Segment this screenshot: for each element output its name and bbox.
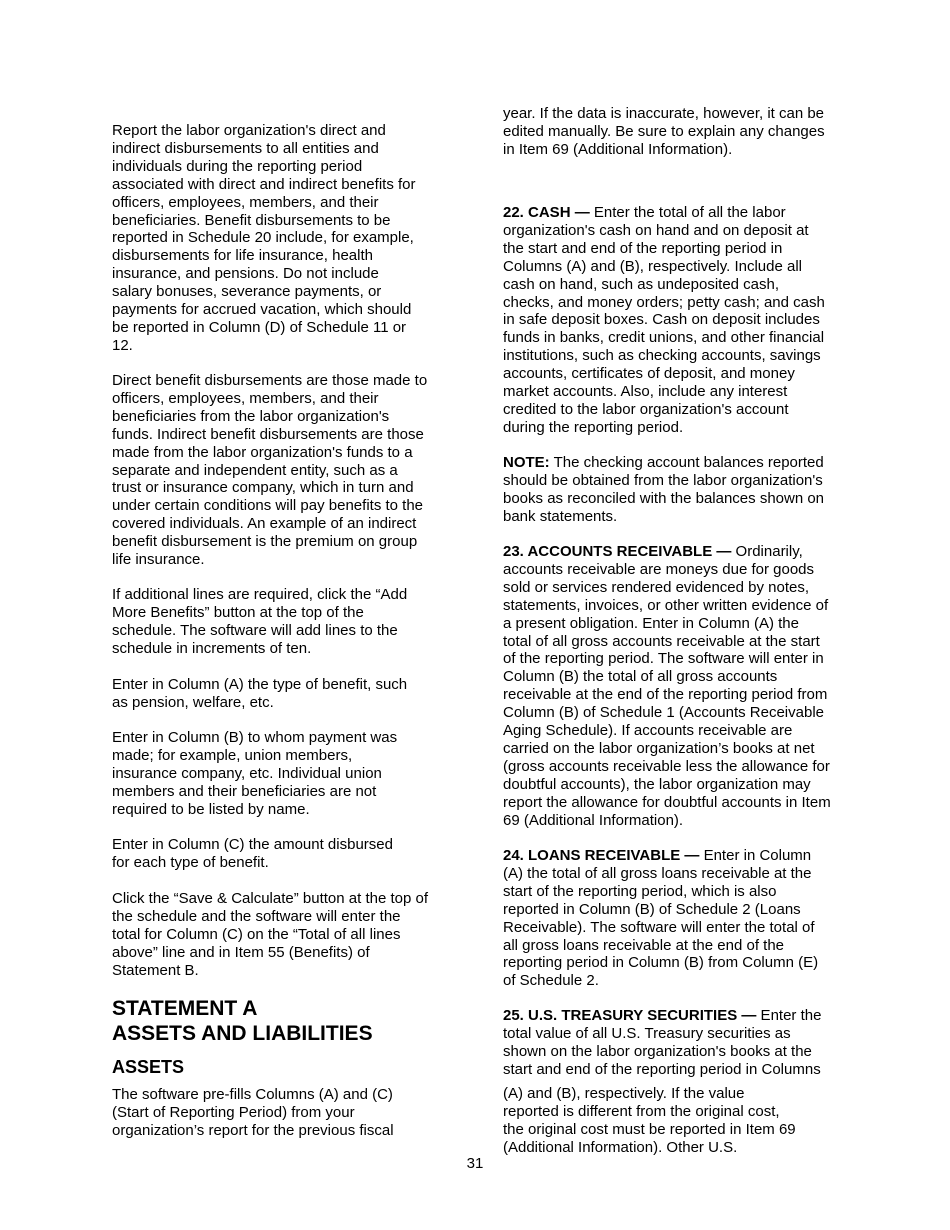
left-paragraph-2-line: beneficiaries from the labor organization's [112, 407, 390, 425]
cash-paragraph-line: market accounts. Also, include any interest [503, 383, 788, 400]
loans-receivable-paragraph-line: (A) the total of all gross loans receivable at the [503, 864, 812, 882]
left-paragraph-1-line: indirect disbursements to all entities and [112, 139, 379, 157]
left-paragraph-5-line: required to be listed by name. [112, 800, 310, 818]
treasury-paragraph-line: 25. U.S. TREASURY SECURITIES — Enter the [503, 1007, 822, 1024]
note-paragraph-line: NOTE: The checking account balances reported [503, 454, 824, 471]
cash-paragraph-label: 22. CASH — [503, 204, 590, 221]
cash-paragraph-line: 22. CASH — Enter the total of all the labor [503, 204, 786, 221]
left-paragraph-5-line: made; for example, union members, [112, 746, 353, 764]
cash-paragraph-line: checks, and money orders; petty cash; and cash [503, 293, 825, 311]
left-paragraph-3-line: If additional lines are required, click the “Add [112, 586, 408, 603]
accounts-receivable-paragraph-line: statements, invoices, or other written evidence of [503, 596, 829, 614]
left-paragraph-1-line: reported in Schedule 20 include, for example, [112, 229, 414, 247]
left-paragraph-1-line: associated with direct and indirect benefits for [112, 175, 416, 193]
accounts-receivable-paragraph-line: carried on the labor organization’s books at net [503, 739, 815, 757]
left-paragraph-1-line: beneficiaries. Benefit disbursements to be [112, 211, 391, 229]
left-paragraph-1-line: insurance, and pensions. Do not include [112, 265, 379, 283]
accounts-receivable-paragraph-label: 23. ACCOUNTS RECEIVABLE — [503, 543, 732, 560]
treasury-paragraph-line: the original cost must be reported in Item 69 [503, 1120, 796, 1138]
left-paragraph-2-line: under certain conditions will pay benefits to the [112, 497, 424, 515]
left-paragraph-1-line: salary bonuses, severance payments, or [112, 283, 382, 301]
note-paragraph-line: books as reconciled with the balances shown on [503, 489, 825, 507]
treasury-paragraph-line: (A) and (B), respectively. If the value [503, 1085, 745, 1102]
loans-receivable-paragraph-line: of Schedule 2. [503, 972, 599, 990]
cash-paragraph-line: during the reporting period. [503, 418, 684, 436]
left-paragraph-1-line: officers, employees, members, and their [112, 193, 379, 211]
loans-receivable-paragraph-label: 24. LOANS RECEIVABLE — [503, 847, 700, 864]
left-paragraph-7-line: Click the “Save & Calculate” button at the top of [112, 890, 429, 907]
section-heading: STATEMENT A [112, 997, 258, 1020]
left-paragraph-5-line: members and their beneficiaries are not [112, 782, 377, 800]
accounts-receivable-paragraph-line: report the allowance for doubtful accounts in Item [503, 793, 831, 811]
accounts-receivable-paragraph-line: a present obligation. Enter in Column (A) the [503, 614, 799, 632]
left-paragraph-2-line: benefit disbursement is the premium on group [112, 533, 418, 551]
left-paragraph-2-line: life insurance. [112, 551, 205, 568]
left-paragraph-2-line: made from the labor organization's funds to a [112, 443, 413, 461]
accounts-receivable-paragraph-line: accounts receivable are moneys due for goods [503, 560, 815, 578]
right-paragraph-1-line: year. If the data is inaccurate, however, it can be [503, 105, 825, 122]
left-paragraph-7-line: total for Column (C) on the “Total of all lines [112, 925, 401, 943]
cash-paragraph-line: Columns (A) and (B), respectively. Include all [503, 257, 803, 275]
left-paragraph-1-line: payments for accrued vacation, which should [112, 301, 412, 318]
accounts-receivable-paragraph-line: (gross accounts receivable less the allowance for [503, 757, 830, 775]
left-paragraph-7-line: Statement B. [112, 961, 199, 979]
right-paragraph-1-line: edited manually. Be sure to explain any changes [503, 122, 825, 140]
left-paragraph-5-line: Enter in Column (B) to whom payment was [112, 729, 398, 746]
left-paragraph-8-line: The software pre-fills Columns (A) and (C) [112, 1086, 393, 1103]
left-paragraph-7-line: above” line and in Item 55 (Benefits) of [112, 943, 370, 961]
loans-receivable-paragraph-line: Receivable). The software will enter the total of [503, 918, 815, 936]
treasury-paragraph-line: (Additional Information). Other U.S. [503, 1138, 738, 1156]
accounts-receivable-paragraph-line: Column (B) of Schedule 1 (Accounts Receivable [503, 704, 824, 722]
accounts-receivable-paragraph-line: of the reporting period. The software will enter in [503, 650, 824, 668]
treasury-paragraph-line: reported is different from the original cost, [503, 1102, 780, 1120]
left-paragraph-8-line: organization’s report for the previous fiscal [112, 1121, 394, 1139]
cash-paragraph-line: credited to the labor organization's account [503, 400, 789, 418]
left-paragraph-3-line: schedule. The software will add lines to the [112, 621, 398, 639]
loans-receivable-paragraph-line: 24. LOANS RECEIVABLE — Enter in Column [503, 847, 812, 864]
loans-receivable-paragraph-line: reporting period in Column (B) from Column (E) [503, 954, 819, 972]
left-paragraph-1-line: individuals during the reporting period [112, 157, 363, 175]
cash-paragraph-line: institutions, such as checking accounts, savings [503, 347, 821, 365]
cash-paragraph-line: organization's cash on hand and on deposit at [503, 221, 809, 239]
note-paragraph-label: NOTE: [503, 454, 550, 471]
loans-receivable-paragraph-line: all gross loans receivable at the end of the [503, 936, 785, 954]
left-paragraph-2-line: covered individuals. An example of an indirect [112, 515, 417, 533]
left-paragraph-4-line: as pension, welfare, etc. [112, 693, 274, 711]
left-paragraph-5-line: insurance company, etc. Individual union [112, 764, 382, 782]
left-paragraph-2-line: funds. Indirect benefit disbursements are those [112, 425, 424, 443]
accounts-receivable-paragraph-line: total of all gross accounts receivable at the start [503, 632, 820, 650]
left-paragraph-8-line: (Start of Reporting Period) from your [112, 1103, 355, 1121]
left-paragraph-6-line: for each type of benefit. [112, 853, 269, 871]
accounts-receivable-paragraph-line: Column (B) the total of all gross accounts [503, 668, 778, 686]
left-paragraph-2-line: officers, employees, members, and their [112, 389, 379, 407]
subsection-heading: ASSETS [112, 1057, 185, 1077]
treasury-paragraph-line: start and end of the reporting period in Columns [503, 1060, 821, 1078]
cash-paragraph-line: funds in banks, credit unions, and other financial [503, 329, 825, 347]
loans-receivable-paragraph-line: start of the reporting period, which is also [503, 882, 777, 900]
left-paragraph-2-line: trust or insurance company, which in turn and [112, 479, 414, 497]
page-number: 31 [466, 1155, 484, 1172]
left-paragraph-3-line: schedule in increments of ten. [112, 639, 312, 657]
accounts-receivable-paragraph-line: 69 (Additional Information). [503, 811, 684, 829]
left-paragraph-1-line: Report the labor organization's direct and [112, 122, 386, 139]
treasury-paragraph-line: shown on the labor organization's books at the [503, 1042, 812, 1060]
note-paragraph-line: should be obtained from the labor organization's [503, 471, 823, 489]
left-paragraph-3-line: More Benefits” button at the top of the [112, 603, 364, 621]
accounts-receivable-paragraph-line: doubtful accounts), the labor organization may [503, 775, 811, 793]
left-paragraph-2-line: separate and independent entity, such as a [112, 461, 398, 479]
left-paragraph-1-line: disbursements for life insurance, health [112, 247, 373, 265]
accounts-receivable-paragraph-line: Aging Schedule). If accounts receivable are [503, 722, 793, 739]
accounts-receivable-paragraph-line: receivable at the end of the reporting period from [503, 686, 828, 704]
accounts-receivable-paragraph-line: 23. ACCOUNTS RECEIVABLE — Ordinarily, [503, 543, 803, 560]
left-paragraph-1-line: 12. [112, 336, 133, 354]
treasury-paragraph-line: total value of all U.S. Treasury securities as [503, 1024, 791, 1042]
cash-paragraph-line: the start and end of the reporting period in [503, 239, 783, 257]
left-paragraph-4-line: Enter in Column (A) the type of benefit, such [112, 676, 408, 693]
treasury-paragraph-label: 25. U.S. TREASURY SECURITIES — [503, 1007, 757, 1024]
cash-paragraph-line: cash on hand, such as undeposited cash, [503, 275, 780, 293]
left-paragraph-7-line: the schedule and the software will enter the [112, 907, 401, 925]
loans-receivable-paragraph-line: reported in Column (B) of Schedule 2 (Loans [503, 900, 801, 918]
left-paragraph-6-line: Enter in Column (C) the amount disbursed [112, 836, 393, 853]
left-paragraph-2-line: Direct benefit disbursements are those made to [112, 372, 428, 389]
note-paragraph-line: bank statements. [503, 507, 618, 525]
accounts-receivable-paragraph-line: sold or services rendered evidenced by notes, [503, 578, 810, 596]
left-paragraph-1-line: be reported in Column (D) of Schedule 11 or [112, 318, 407, 336]
section-heading: ASSETS AND LIABILITIES [112, 1022, 373, 1045]
cash-paragraph-line: accounts, certificates of deposit, and money [503, 365, 795, 383]
right-paragraph-1-line: in Item 69 (Additional Information). [503, 140, 733, 158]
cash-paragraph-line: in safe deposit boxes. Cash on deposit includes [503, 311, 820, 329]
